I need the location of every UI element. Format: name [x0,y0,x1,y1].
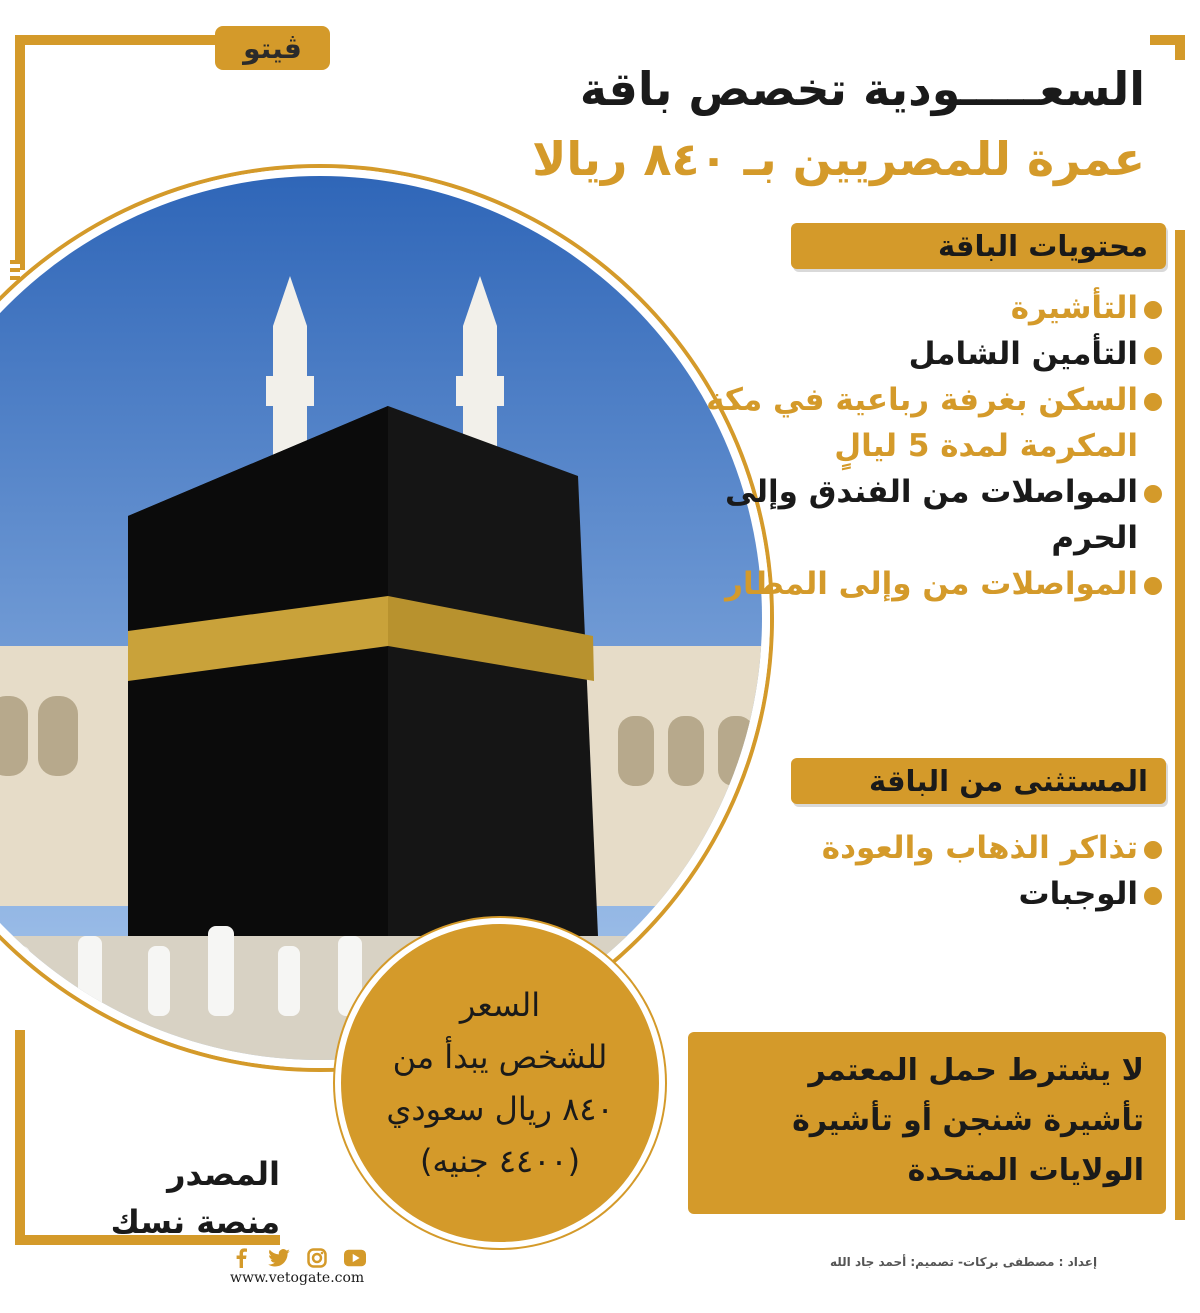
instagram-icon[interactable] [306,1247,328,1269]
twitter-icon[interactable] [268,1247,290,1269]
price-label: السعر [459,986,541,1024]
bullet-dot-icon [1144,887,1162,905]
list-item: الوجبات [700,871,1160,917]
brand-logo[interactable] [215,26,330,70]
facebook-icon[interactable] [230,1247,252,1269]
website-link[interactable]: www.vetogate.com [230,1270,365,1286]
logo-text: ڤيتو [243,31,302,65]
source-block [70,1150,280,1246]
bullet-dot-icon [1144,841,1162,859]
included-list [700,285,1160,607]
list-item: المواصلات من وإلى المطار [700,561,1160,607]
social-links [230,1247,366,1269]
price-subtitle: للشخص يبدأ من [392,1038,608,1076]
price-sar: ٨٤٠ ريال سعودي [386,1090,614,1128]
price-badge [335,918,665,1248]
list-item: تذاكر الذهاب والعودة [700,825,1160,871]
bullet-dot-icon [1144,301,1162,319]
source-name: منصة نسك [110,1203,280,1241]
list-item: التأشيرة [700,285,1160,331]
list-item: السكن بغرفة رباعية في مكة المكرمة لمدة 5 ليالٍ [700,377,1160,469]
bullet-dot-icon [1144,485,1162,503]
youtube-icon[interactable] [344,1247,366,1269]
bullet-dot-icon [1144,347,1162,365]
frame-dash-accent [10,260,20,280]
source-label: المصدر [167,1155,280,1193]
price-egp: (٤٤٠٠ جنيه) [419,1142,581,1180]
bullet-dot-icon [1144,393,1162,411]
list-item: المواصلات من الفندق وإلى الحرم [700,469,1160,561]
credits-text: إعداد : مصطفى بركات- تصميم: أحمد جاد الله [830,1255,1098,1269]
excluded-heading: المستثنى من الباقة [791,758,1166,804]
bullet-dot-icon [1144,577,1162,595]
headline-line1: السعـــــودية تخصص باقة [579,62,1145,116]
visa-note: لا يشترط حمل المعتمر تأشيرة شنجن أو تأشيرة الولايات المتحدة [688,1032,1166,1214]
included-heading: محتويات الباقة [791,223,1166,269]
list-item: التأمين الشامل [700,331,1160,377]
excluded-list [700,825,1160,917]
headline-line2: عمرة للمصريين بـ ٨٤٠ ريالا [532,132,1145,186]
